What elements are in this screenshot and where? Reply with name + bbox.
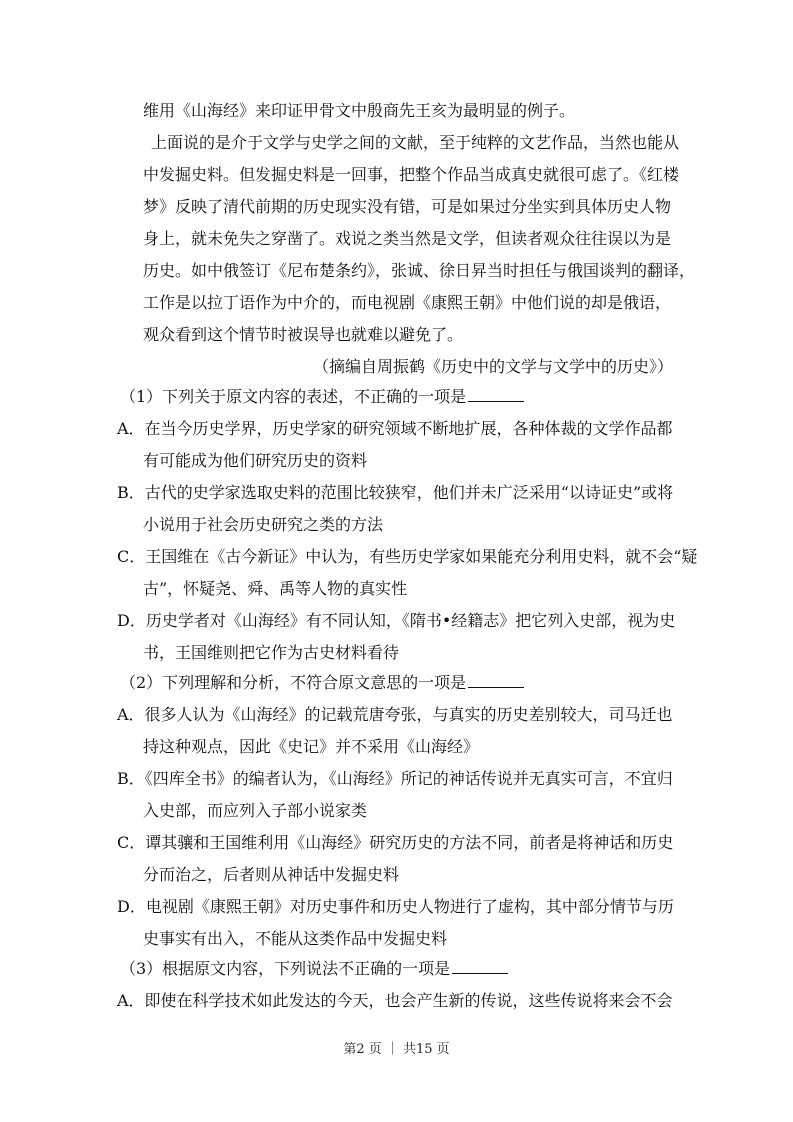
passage-line: 观众看到这个情节时被误导也就难以避免了。 [143, 325, 464, 344]
option-line: 分而治之，后者则从神话中发掘史料 [143, 865, 400, 884]
passage-line: 上面说的是介于文学与史学之间的文献，至于纯粹的文艺作品，当然也能从 [151, 133, 680, 152]
question-stem: （2）下列理解和分析，不符合原文意思的一项是 [120, 673, 524, 695]
option-line: C．谭其骧和王国维利用《山海经》研究历史的方法不同，前者是将神话和历史 [117, 833, 674, 852]
option-line: A．在当今历史学界，历史学家的研究领域不断地扩展，各种体裁的文学作品都 [117, 419, 673, 438]
option-line: D．电视剧《康熙王朝》对历史事件和历史人物进行了虚构，其中部分情节与历 [117, 897, 674, 916]
passage-line: 工作是以拉丁语作为中介的，而电视剧《康熙王朝》中他们说的却是俄语， [143, 293, 672, 312]
passage-line: 历史。如中俄签订《尼布楚条约》，张诚、徐日昇当时担任与俄国谈判的翻译， [143, 261, 696, 280]
answer-blank [468, 686, 524, 688]
option-line: 古”，怀疑尧、舜、禹等人物的真实性 [143, 579, 408, 598]
option-line: 史事实有出入，不能从这类作品中发掘史料 [143, 929, 448, 948]
passage-line: 梦》反映了清代前期的历史现实没有错，可是如果过分坐实到具体历史人物 [143, 197, 672, 216]
option-line: D．历史学者对《山海经》有不同认知，《隋书•经籍志》把它列入史部，视为史 [117, 611, 676, 630]
option-line: 小说用于社会历史研究之类的方法 [143, 515, 384, 534]
passage-line: 维用《山海经》来印证甲骨文中殷商先王亥为最明显的例子。 [143, 101, 576, 120]
option-line: 入史部，而应列入子部小说家类 [143, 801, 368, 820]
option-line: 有可能成为他们研究历史的资料 [143, 451, 368, 470]
passage-line: 中发掘史料。但发掘史料是一回事，把整个作品当成真史就很可虑了。《红楼 [143, 165, 680, 184]
question-stem: （1）下列关于原文内容的表述，不正确的一项是 [120, 387, 524, 409]
option-line: B．《四库全书》的编者认为，《山海经》所记的神话传说并无真实可言，不宜归 [117, 769, 673, 788]
option-line: 持这种观点，因此《史记》并不采用《山海经》 [143, 737, 480, 756]
answer-blank [452, 972, 508, 974]
option-line: B．古代的史学家选取史料的范围比较狭窄，他们并未广泛采用“以诗证史”或将 [117, 483, 674, 502]
option-line: A．即使在科学技术如此发达的今天，也会产生新的传说，这些传说将来会不会 [117, 991, 673, 1010]
option-line: A．很多人认为《山海经》的记载荒唐夸张，与真实的历史差别较大，司马迁也 [117, 705, 673, 724]
option-line: 书，王国维则把它作为古史材料看待 [143, 643, 400, 662]
answer-blank [468, 400, 524, 402]
passage-source: （摘编自周振鹤《历史中的文学与文学中的历史》） [313, 357, 674, 376]
question-stem: （3）根据原文内容，下列说法不正确的一项是 [120, 959, 508, 981]
passage-line: 身上，就未免失之穿凿了。戏说之类当然是文学，但读者观众往往误以为是 [143, 229, 672, 248]
page-footer: 第2 页 ｜ 共15 页 [343, 1042, 450, 1057]
option-line: C．王国维在《古今新证》中认为，有些历史学家如果能充分利用史料，就不会“疑 [117, 547, 698, 566]
